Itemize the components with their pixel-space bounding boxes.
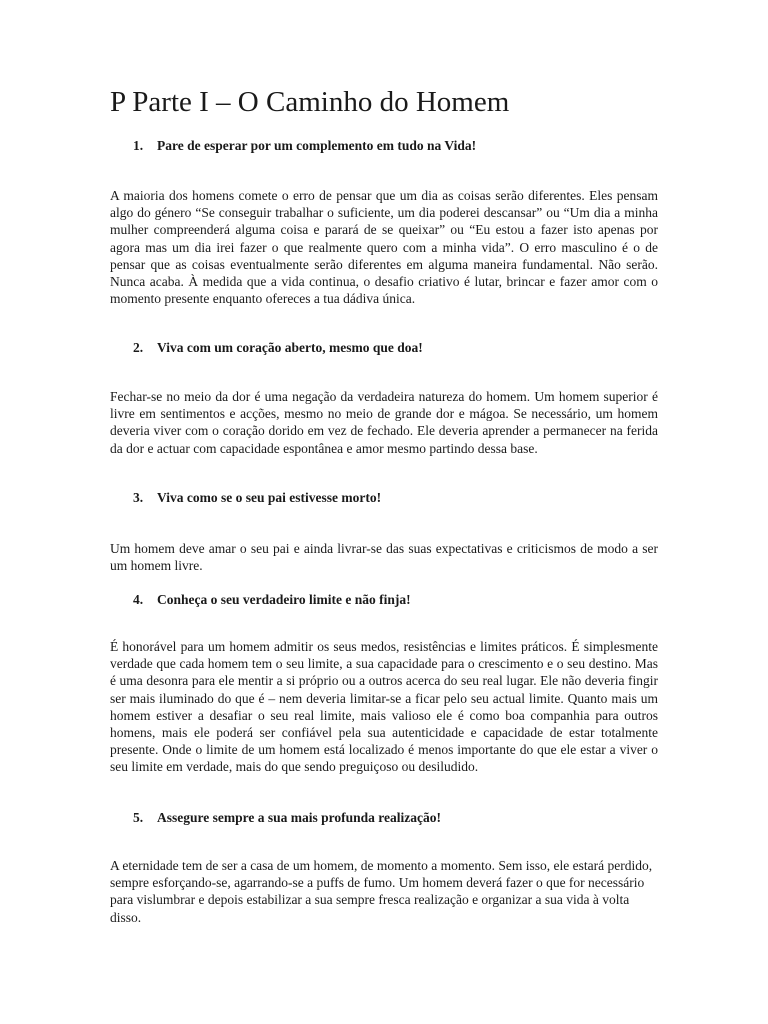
section-heading-1 — [133, 138, 476, 154]
section-body-2: Fechar-se no meio da dor é uma negação da verdadeira natureza do homem. Um homem superior é livre em sentimentos e acções, mesmo no meio de grande dor e mágoa. Se necessário, um homem deveria viver com o coração dorido em vez de fechado. Ele deveria aprender a permanecer na ferida da dor e actuar com capacidade espontânea e amor mesmo partindo dessa base. — [110, 389, 658, 456]
section-number: 3. — [133, 490, 144, 505]
section-heading-text: Pare de esperar por um complemento em tudo na Vida! — [157, 138, 477, 153]
section-body-5: A eternidade tem de ser a casa de um homem, de momento a momento. Sem isso, ele estará perdido, sempre esforçando-se, agarrando-se a puffs de fumo. Um homem deverá fazer o que for necessário para vislumbrar e depois estabilizar a sua sempre fresca realização e organizar a sua vida à volta disso. — [110, 858, 653, 925]
section-heading-3 — [133, 490, 381, 506]
section-heading-2 — [133, 340, 423, 356]
section-body-3: Um homem deve amar o seu pai e ainda livrar-se das suas expectativas e criticismos de modo a ser um homem livre. — [110, 541, 658, 574]
section-heading-text: Assegure sempre a sua mais profunda realização! — [157, 810, 441, 825]
section-body-1: A maioria dos homens comete o erro de pensar que um dia as coisas serão diferentes. Eles pensam algo do género “Se conseguir trabalhar o suficiente, um dia poderei descansar” ou “Um dia a minha mulher compreenderá alguma coisa e parará de se queixar” ou “Eu estou a fazer isto apenas por agora mas um dia irei fazer o que realmente quero com a minha vida”. O erro masculino é o de pensar que as coisas eventualmente serão diferentes em alguma maneira fundamental. Não serão. Nunca acaba. À medida que a vida continua, o desafio criativo é lutar, brincar e fazer amor com o momento presente enquanto ofereces a tua dádiva única. — [110, 188, 658, 307]
section-heading-text: Viva como se o seu pai estivesse morto! — [157, 490, 382, 505]
page-title: P Parte I – O Caminho do Homem — [110, 86, 510, 118]
section-number: 2. — [133, 340, 144, 355]
section-number: 4. — [133, 592, 144, 607]
section-heading-text: Conheça o seu verdadeiro limite e não finja! — [157, 592, 411, 607]
section-heading-5 — [133, 810, 441, 826]
section-heading-text: Viva com um coração aberto, mesmo que doa! — [157, 340, 423, 355]
section-body-4: É honorável para um homem admitir os seus medos, resistências e limites práticos. É simplesmente verdade que cada homem tem o seu limite, a sua capacidade para o crescimento e o seu destino. Mas é uma desonra para ele mentir a si próprio ou a outros acerca do seu real lugar. Ele não deveria fingir ser mais iluminado do que é – nem deveria limitar-se a ficar pelo seu actual limite. Quanto mais um homem estiver a desafiar o seu real limite, mais valioso ele é como boa companhia para outros homens, mais ele poderá ser confiável pela sua autenticidade e capacidade de estar totalmente presente. Onde o limite de um homem está localizado é menos importante do que ele estar a viver o seu limite em verdade, mais do que sendo preguiçoso ou desiludido. — [110, 639, 658, 775]
section-heading-4 — [133, 592, 411, 608]
section-number: 5. — [133, 810, 144, 825]
section-number: 1. — [133, 138, 144, 153]
